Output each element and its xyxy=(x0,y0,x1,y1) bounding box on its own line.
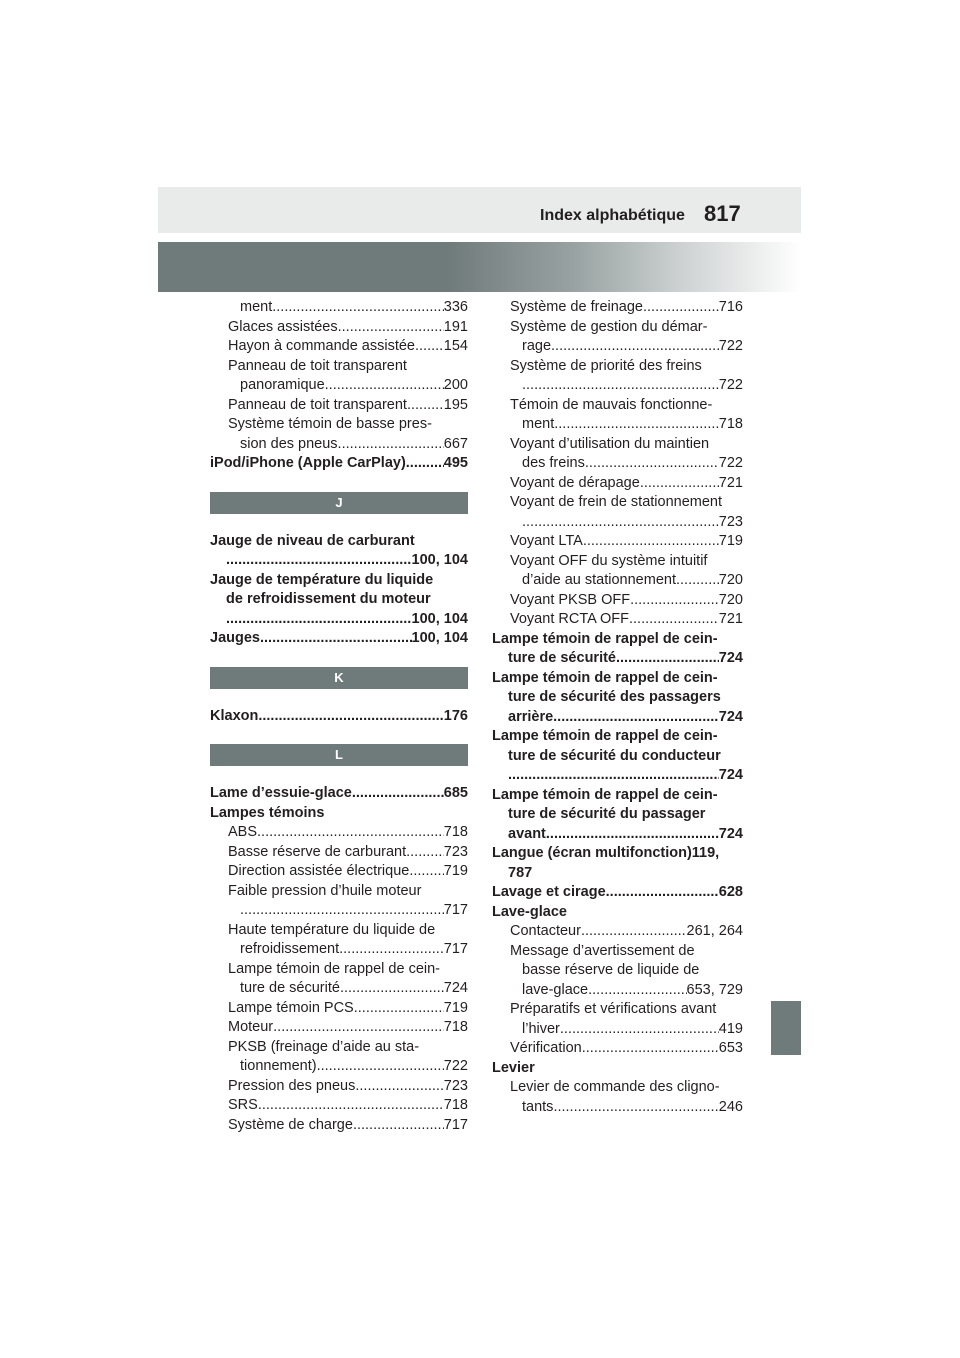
index-entry xyxy=(492,844,743,883)
index-subentry xyxy=(210,1077,468,1097)
index-line xyxy=(210,843,468,863)
index-line xyxy=(210,415,468,435)
dot-leader xyxy=(522,376,719,396)
index-subentry xyxy=(492,493,743,532)
index-line xyxy=(210,454,468,474)
section-letter-j: J xyxy=(210,492,468,514)
index-line xyxy=(492,571,743,591)
index-entry xyxy=(492,630,743,669)
dot-leader xyxy=(676,571,719,591)
index-line xyxy=(492,493,743,513)
page-reference: 667 xyxy=(443,435,468,452)
index-line xyxy=(492,454,743,474)
index-subentry xyxy=(210,882,468,921)
entry-text: Pression des pneus xyxy=(228,1077,356,1094)
page-reference: 720 xyxy=(718,572,743,588)
index-line xyxy=(492,844,743,864)
entry-text: Lame d’essuie-glace xyxy=(210,785,352,801)
dot-leader xyxy=(553,1098,718,1118)
entry-text: tants xyxy=(522,1098,554,1115)
page-title: Index alphabétique xyxy=(540,207,685,224)
dot-leader xyxy=(581,922,687,942)
index-line xyxy=(492,727,743,747)
page-reference: 721 xyxy=(718,611,743,627)
entry-text: de refroidissement du moteur xyxy=(226,591,431,607)
dot-leader xyxy=(583,532,719,552)
index-line xyxy=(492,649,743,669)
page-reference: 723 xyxy=(443,843,468,860)
index-line xyxy=(492,1078,743,1098)
page-reference: 717 xyxy=(443,902,468,918)
index-subentry xyxy=(492,1039,743,1059)
index-line xyxy=(492,532,743,552)
index-subentry xyxy=(210,396,468,416)
index-subentry xyxy=(492,591,743,611)
entry-text: Lampe témoin PCS xyxy=(228,999,354,1016)
index-entry xyxy=(492,1059,743,1079)
index-line xyxy=(210,435,468,455)
entry-text: Lavage et cirage xyxy=(492,884,606,900)
index-line xyxy=(492,591,743,611)
index-line xyxy=(210,1018,468,1038)
index-subentry xyxy=(210,1038,468,1077)
index-line xyxy=(492,318,743,338)
index-subentry xyxy=(210,298,468,318)
index-line xyxy=(492,669,743,689)
dot-leader xyxy=(409,862,443,882)
index-line xyxy=(210,1116,468,1136)
index-subentry xyxy=(492,552,743,591)
index-line xyxy=(210,610,468,630)
index-line xyxy=(492,922,743,942)
index-subentry xyxy=(210,318,468,338)
page-reference: 718 xyxy=(443,1097,468,1113)
dot-leader xyxy=(415,337,444,357)
entry-text: Préparatifs et vérifications avant xyxy=(510,1001,717,1017)
header-gradient-band xyxy=(158,242,801,292)
index-entry xyxy=(492,786,743,845)
index-line xyxy=(492,883,743,903)
page-reference: 195 xyxy=(443,396,468,413)
index-line xyxy=(492,610,743,630)
dot-leader xyxy=(508,766,719,786)
dot-leader xyxy=(226,551,412,571)
index-line xyxy=(210,804,468,824)
entry-text: rage xyxy=(522,338,552,354)
index-subentry xyxy=(492,298,743,318)
index-line xyxy=(210,862,468,882)
index-line xyxy=(492,357,743,377)
entry-text: Système de freinage xyxy=(510,299,643,315)
dot-leader xyxy=(352,784,444,804)
page-reference: 154 xyxy=(443,338,468,354)
entry-text: Panneau de toit transparent xyxy=(228,357,407,374)
dot-leader xyxy=(560,1020,719,1040)
entry-text: Klaxon xyxy=(210,707,259,724)
dot-leader xyxy=(407,396,444,416)
page-reference: 718 xyxy=(443,824,468,840)
section-letter-l: L xyxy=(210,744,468,766)
page-reference: 246 xyxy=(718,1098,743,1115)
index-subentry xyxy=(210,921,468,960)
page-reference: 718 xyxy=(443,1019,468,1035)
index-line xyxy=(210,532,468,552)
page-reference: 722 xyxy=(718,377,743,393)
dot-leader xyxy=(551,337,719,357)
page-reference: 628 xyxy=(718,884,743,900)
entry-text: Lampe témoin de rappel de cein- xyxy=(492,786,718,803)
index-entry xyxy=(210,532,468,571)
index-line xyxy=(210,629,468,649)
dot-leader xyxy=(317,1057,444,1077)
dot-leader xyxy=(643,298,719,318)
entry-text: Glaces assistées xyxy=(228,318,338,335)
entry-text: sion des pneus xyxy=(240,435,338,452)
dot-leader xyxy=(546,825,719,845)
index-line xyxy=(492,1020,743,1040)
entry-text: Panneau de toit transparent xyxy=(228,396,407,413)
index-subentry xyxy=(210,999,468,1019)
entry-text: ture de sécurité du conducteur xyxy=(508,747,721,764)
index-entry xyxy=(210,571,468,630)
page-number: 817 xyxy=(704,201,741,226)
entry-text: Voyant d’utilisation du maintien xyxy=(510,435,710,452)
index-line xyxy=(492,805,743,825)
entry-text: Système témoin de basse pres- xyxy=(228,416,432,432)
dot-leader xyxy=(553,708,719,728)
index-entry xyxy=(210,454,468,474)
index-line xyxy=(210,707,468,727)
dot-leader xyxy=(340,979,444,999)
index-line xyxy=(492,630,743,650)
dot-leader xyxy=(406,843,444,863)
entry-text: arrière xyxy=(508,708,554,725)
index-line xyxy=(492,747,743,767)
index-line xyxy=(492,688,743,708)
index-line xyxy=(492,825,743,845)
dot-leader xyxy=(640,474,719,494)
index-entry xyxy=(210,707,468,727)
index-line xyxy=(210,901,468,921)
index-line xyxy=(492,708,743,728)
page-reference: 200 xyxy=(443,377,468,393)
dot-leader xyxy=(582,1039,719,1059)
index-subentry xyxy=(210,337,468,357)
entry-text: ment xyxy=(522,416,555,432)
page-reference: 495 xyxy=(443,455,468,471)
entry-text: tionnement) xyxy=(240,1058,317,1074)
dot-leader xyxy=(325,376,444,396)
index-line xyxy=(210,940,468,960)
page-reference: 716 xyxy=(718,299,743,315)
entry-text: Levier xyxy=(492,1059,535,1076)
index-line xyxy=(210,960,468,980)
entry-text: Faible pression d’huile moteur xyxy=(228,882,422,899)
entry-text: ture de sécurité xyxy=(508,650,616,666)
index-line xyxy=(210,921,468,941)
dot-leader xyxy=(353,1116,444,1136)
page-reference: 724 xyxy=(718,825,743,842)
index-line xyxy=(492,1000,743,1020)
index-line xyxy=(210,298,468,318)
dot-leader xyxy=(258,1096,444,1116)
page-reference: 100, 104 xyxy=(411,552,468,568)
entry-text: Levier de commande des cligno- xyxy=(510,1079,720,1095)
index-subentry xyxy=(492,357,743,396)
index-line xyxy=(492,903,743,923)
entry-text: ment xyxy=(240,299,273,315)
page-reference: 100, 104 xyxy=(411,610,468,627)
index-line xyxy=(492,981,743,1001)
index-line xyxy=(492,376,743,396)
page-reference: 720 xyxy=(718,591,743,608)
index-subentry xyxy=(210,1116,468,1136)
dot-leader xyxy=(630,591,719,611)
index-subentry xyxy=(210,823,468,843)
page-reference: 717 xyxy=(443,1116,468,1133)
page-reference: 719 xyxy=(718,533,743,549)
index-subentry xyxy=(492,1078,743,1117)
index-line xyxy=(210,999,468,1019)
index-subentry xyxy=(492,435,743,474)
index-column-left xyxy=(210,298,468,1135)
page-reference: 723 xyxy=(443,1077,468,1094)
entry-text: ture de sécurité xyxy=(240,980,340,996)
index-subentry xyxy=(492,610,743,630)
index-subentry xyxy=(492,532,743,552)
dot-leader xyxy=(585,454,719,474)
index-subentry xyxy=(492,942,743,1001)
index-line xyxy=(492,864,743,884)
index-line xyxy=(210,318,468,338)
entry-text: Jauge de température du liquide xyxy=(210,571,434,588)
dot-leader xyxy=(260,629,412,649)
entry-text: Jauge de niveau de carburant xyxy=(210,532,415,549)
page-reference: 100, 104 xyxy=(411,630,468,646)
dot-leader xyxy=(338,435,444,455)
page-reference: 721 xyxy=(718,474,743,491)
dot-leader xyxy=(629,610,719,630)
index-line xyxy=(210,337,468,357)
page-reference: 722 xyxy=(443,1058,468,1074)
entry-text: Lave-glace xyxy=(492,903,567,920)
index-entry xyxy=(492,727,743,786)
index-line xyxy=(210,1096,468,1116)
entry-text: Voyant de dérapage xyxy=(510,474,640,491)
dot-leader xyxy=(354,999,444,1019)
dot-leader xyxy=(339,940,444,960)
dot-leader xyxy=(273,1018,444,1038)
page-reference: 722 xyxy=(718,455,743,471)
index-line xyxy=(492,766,743,786)
entry-text: ABS xyxy=(228,824,258,840)
dot-leader xyxy=(272,298,444,318)
index-line xyxy=(210,882,468,902)
index-subentry xyxy=(492,922,743,942)
index-line xyxy=(210,1077,468,1097)
dot-leader xyxy=(355,1077,443,1097)
index-line xyxy=(210,823,468,843)
index-subentry xyxy=(210,1018,468,1038)
entry-text: PKSB (freinage d’aide au sta- xyxy=(228,1038,420,1055)
page-reference: 724 xyxy=(718,650,743,666)
index-line xyxy=(492,1059,743,1079)
entry-text: d’aide au stationnement xyxy=(522,572,676,588)
entry-text: Message d’avertissement de xyxy=(510,942,695,959)
index-line xyxy=(492,435,743,455)
entry-text: Langue (écran multifonction)119, xyxy=(492,845,720,861)
page-reference: 336 xyxy=(443,299,468,315)
index-line xyxy=(210,357,468,377)
entry-text: 787 xyxy=(508,864,533,881)
page-reference: 722 xyxy=(718,338,743,354)
index-subentry xyxy=(210,960,468,999)
index-line xyxy=(210,551,468,571)
page-reference: 723 xyxy=(718,513,743,530)
entry-text: Direction assistée électrique xyxy=(228,863,410,879)
index-entry xyxy=(492,903,743,923)
dot-leader xyxy=(338,318,444,338)
entry-text: refroidissement xyxy=(240,941,340,957)
index-line xyxy=(210,1038,468,1058)
index-entry xyxy=(492,883,743,903)
entry-text: avant xyxy=(508,825,546,842)
index-line xyxy=(210,590,468,610)
page-reference: 724 xyxy=(718,767,743,783)
page-reference: 719 xyxy=(443,863,468,879)
dot-leader xyxy=(240,901,444,921)
index-entry xyxy=(210,629,468,649)
index-subentry xyxy=(492,396,743,435)
chapter-side-tab xyxy=(771,1001,801,1055)
entry-text: Lampe témoin de rappel de cein- xyxy=(492,630,718,647)
page-reference: 724 xyxy=(443,980,468,996)
index-subentry xyxy=(210,862,468,882)
page-reference: 724 xyxy=(718,708,743,725)
index-subentry xyxy=(210,357,468,396)
entry-text: Lampe témoin de rappel de cein- xyxy=(492,728,718,744)
entry-text: Voyant RCTA OFF xyxy=(510,611,629,627)
index-line xyxy=(492,415,743,435)
entry-text: SRS xyxy=(228,1097,258,1113)
page-reference: 653, 729 xyxy=(686,981,743,998)
index-line xyxy=(492,1098,743,1118)
index-entry xyxy=(492,669,743,728)
entry-text: l’hiver xyxy=(522,1020,560,1037)
page-reference: 653 xyxy=(718,1040,743,1056)
index-line xyxy=(492,337,743,357)
entry-text: Haute température du liquide de xyxy=(228,921,436,938)
index-line xyxy=(210,1057,468,1077)
page-reference: 261, 264 xyxy=(686,923,743,939)
index-column-right xyxy=(492,298,743,1117)
entry-text: Lampe témoin de rappel de cein- xyxy=(228,960,440,977)
dot-leader xyxy=(606,883,719,903)
entry-text: des freins xyxy=(522,455,585,471)
entry-text: ture de sécurité des passagers xyxy=(508,689,721,705)
index-entry xyxy=(210,804,468,824)
entry-text: Voyant de frein de stationnement xyxy=(510,494,723,510)
dot-leader xyxy=(616,649,719,669)
entry-text: Jauges xyxy=(210,630,260,646)
index-line xyxy=(492,552,743,572)
dot-leader xyxy=(554,415,719,435)
index-line xyxy=(210,571,468,591)
dot-leader xyxy=(406,454,444,474)
index-subentry xyxy=(492,474,743,494)
page-reference: 685 xyxy=(443,785,468,801)
dot-leader xyxy=(522,513,719,533)
entry-text: Contacteur xyxy=(510,923,581,939)
entry-text: Hayon à commande assistée xyxy=(228,338,415,354)
page-reference: 419 xyxy=(718,1020,743,1037)
dot-leader xyxy=(257,823,444,843)
index-line xyxy=(210,979,468,999)
index-subentry xyxy=(210,1096,468,1116)
page-reference: 717 xyxy=(443,941,468,957)
index-entry xyxy=(210,784,468,804)
index-line xyxy=(492,1039,743,1059)
page-reference: 719 xyxy=(443,999,468,1016)
entry-text: Système de priorité des freins xyxy=(510,357,702,374)
entry-text: Vérification xyxy=(510,1040,582,1056)
entry-text: lave-glace xyxy=(522,981,589,998)
index-line xyxy=(492,513,743,533)
entry-text: Voyant LTA xyxy=(510,533,583,549)
dot-leader xyxy=(588,981,686,1001)
index-line xyxy=(492,474,743,494)
index-line xyxy=(210,396,468,416)
entry-text: Système de gestion du démar- xyxy=(510,318,708,335)
index-line xyxy=(492,786,743,806)
entry-text: iPod/iPhone (Apple CarPlay) xyxy=(210,455,406,471)
index-line xyxy=(492,298,743,318)
entry-text: basse réserve de liquide de xyxy=(522,962,700,978)
dot-leader xyxy=(226,610,412,630)
page-reference: 718 xyxy=(718,416,743,432)
index-subentry xyxy=(210,843,468,863)
dot-leader xyxy=(258,707,443,727)
section-letter-k: K xyxy=(210,667,468,689)
index-line xyxy=(492,396,743,416)
page-reference: 191 xyxy=(443,318,468,335)
index-line xyxy=(210,376,468,396)
entry-text: Voyant PKSB OFF xyxy=(510,591,631,608)
entry-text: Témoin de mauvais fonctionne- xyxy=(510,396,713,413)
index-subentry xyxy=(492,1000,743,1039)
index-line xyxy=(492,961,743,981)
entry-text: Lampes témoins xyxy=(210,804,325,821)
entry-text: Moteur xyxy=(228,1019,274,1035)
page-reference: 176 xyxy=(443,707,468,724)
entry-text: Système de charge xyxy=(228,1116,353,1133)
index-line xyxy=(210,784,468,804)
entry-text: Voyant OFF du système intuitif xyxy=(510,552,708,569)
index-subentry xyxy=(492,318,743,357)
index-subentry xyxy=(210,415,468,454)
entry-text: ture de sécurité du passager xyxy=(508,806,706,822)
index-line xyxy=(492,942,743,962)
entry-text: Basse réserve de carburant xyxy=(228,843,407,860)
entry-text: panoramique xyxy=(240,377,325,393)
entry-text: Lampe témoin de rappel de cein- xyxy=(492,669,718,686)
